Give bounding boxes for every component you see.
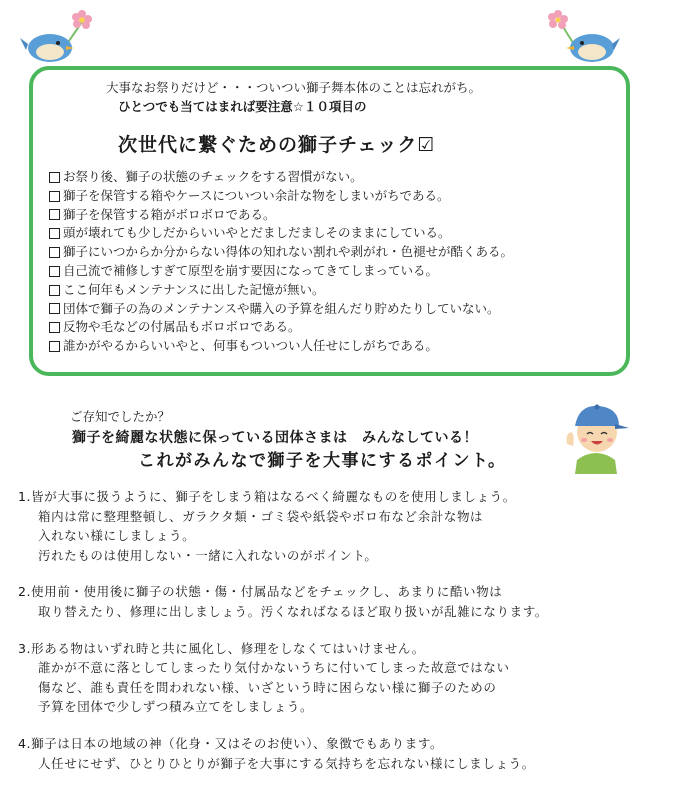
checklist-item: 頭が壊れても少しだからいいやとだましだましそのままにしている。	[49, 224, 513, 243]
checkbox-icon	[49, 172, 60, 183]
point-item: 4.獅子は日本の地域の神（化身・又はそのお使い）、象徴でもあります。 人任せにせず、ひとりひとりが獅子を大事にする気持ちを忘れない様にしましょう。	[18, 735, 535, 771]
checklist-item: 獅子を保管する箱がボロボロである。	[49, 206, 513, 225]
checklist-item: 獅子を保管する箱やケースについつい余計な物をしまいがちである。	[49, 187, 513, 206]
boy-with-cap-icon	[563, 398, 629, 474]
checkbox-icon	[49, 303, 60, 314]
checkbox-icon	[49, 322, 60, 333]
bird-with-flower-icon	[20, 10, 92, 66]
checklist-items	[49, 168, 513, 356]
checklist-item: お祭り後、獅子の状態のチェックをする習慣がない。	[49, 168, 513, 187]
checkbox-icon	[49, 341, 60, 352]
checkbox-icon	[49, 228, 60, 239]
point-item: 1.皆が大事に扱うように、獅子をしまう箱はなるべく綺麗なものを使用しましょう。 箱内は常に整理整頓し、ガラクタ類・ゴミ袋や紙袋やボロ布など余計な物は 入れない様にしましょう。 汚れたものは使用しない・一緒に入れないのがポイント。	[18, 489, 516, 563]
did-you-know-question: ご存知でしたか？	[70, 409, 171, 424]
checklist-item: 反物や毛などの付属品もボロボロである。	[49, 318, 513, 337]
bird-with-flower-icon	[548, 10, 620, 66]
checkbox-icon	[49, 209, 60, 220]
points-heading: これがみんなで獅子を大事にするポイント。	[138, 451, 507, 471]
checklist-item: 自己流で補修しすぎて原型を崩す要因になってきてしまっている。	[49, 262, 513, 281]
checklist-item: 誰かがやるからいいやと、何事もついつい人任せにしがちである。	[49, 337, 513, 356]
checkbox-icon	[49, 191, 60, 202]
checklist-intro: 大事なお祭りだけど・・・ついつい獅子舞本体のことは忘れがち。	[106, 80, 482, 95]
point-item: 3.形ある物はいずれ時と共に風化し、修理をしなくてはいけません。 誰かが不意に落としてしまったり気付かないうちに付いてしまった故意ではない 傷など、誰も責任を問われない様、いざという時に困らない様に獅子のための 予算を団体で少しずつ積み立てをしましょう。	[18, 640, 510, 715]
checklist-item: ここ何年もメンテナンスに出した記憶が無い。	[49, 281, 513, 300]
points-list	[18, 487, 688, 790]
checkbox-icon	[49, 285, 60, 296]
checklist-subintro: ひとつでも当てはまれば要注意☆１０項目の	[118, 99, 367, 114]
checkbox-icon	[49, 247, 60, 258]
checklist-item: 団体で獅子の為のメンテナンスや購入の予算を組んだり貯めたりしていない。	[49, 300, 513, 319]
checkbox-icon	[49, 266, 60, 277]
checklist-panel	[29, 66, 630, 376]
did-you-know-statement: 獅子を綺麗な状態に保っている団体さまは みんなしている！	[72, 430, 478, 446]
checklist-item: 獅子にいつからか分からない得体の知れない割れや剥がれ・色褪せが酷くある。	[49, 243, 513, 262]
point-item: 2.使用前・使用後に獅子の状態・傷・付属品などをチェックし、あまりに酷い物は 取り替えたり、修理に出しましょう。汚くなればなるほど取り扱いが乱雑になります。	[18, 584, 548, 619]
checklist-title: 次世代に繋ぐための獅子チェック☑	[118, 134, 436, 156]
